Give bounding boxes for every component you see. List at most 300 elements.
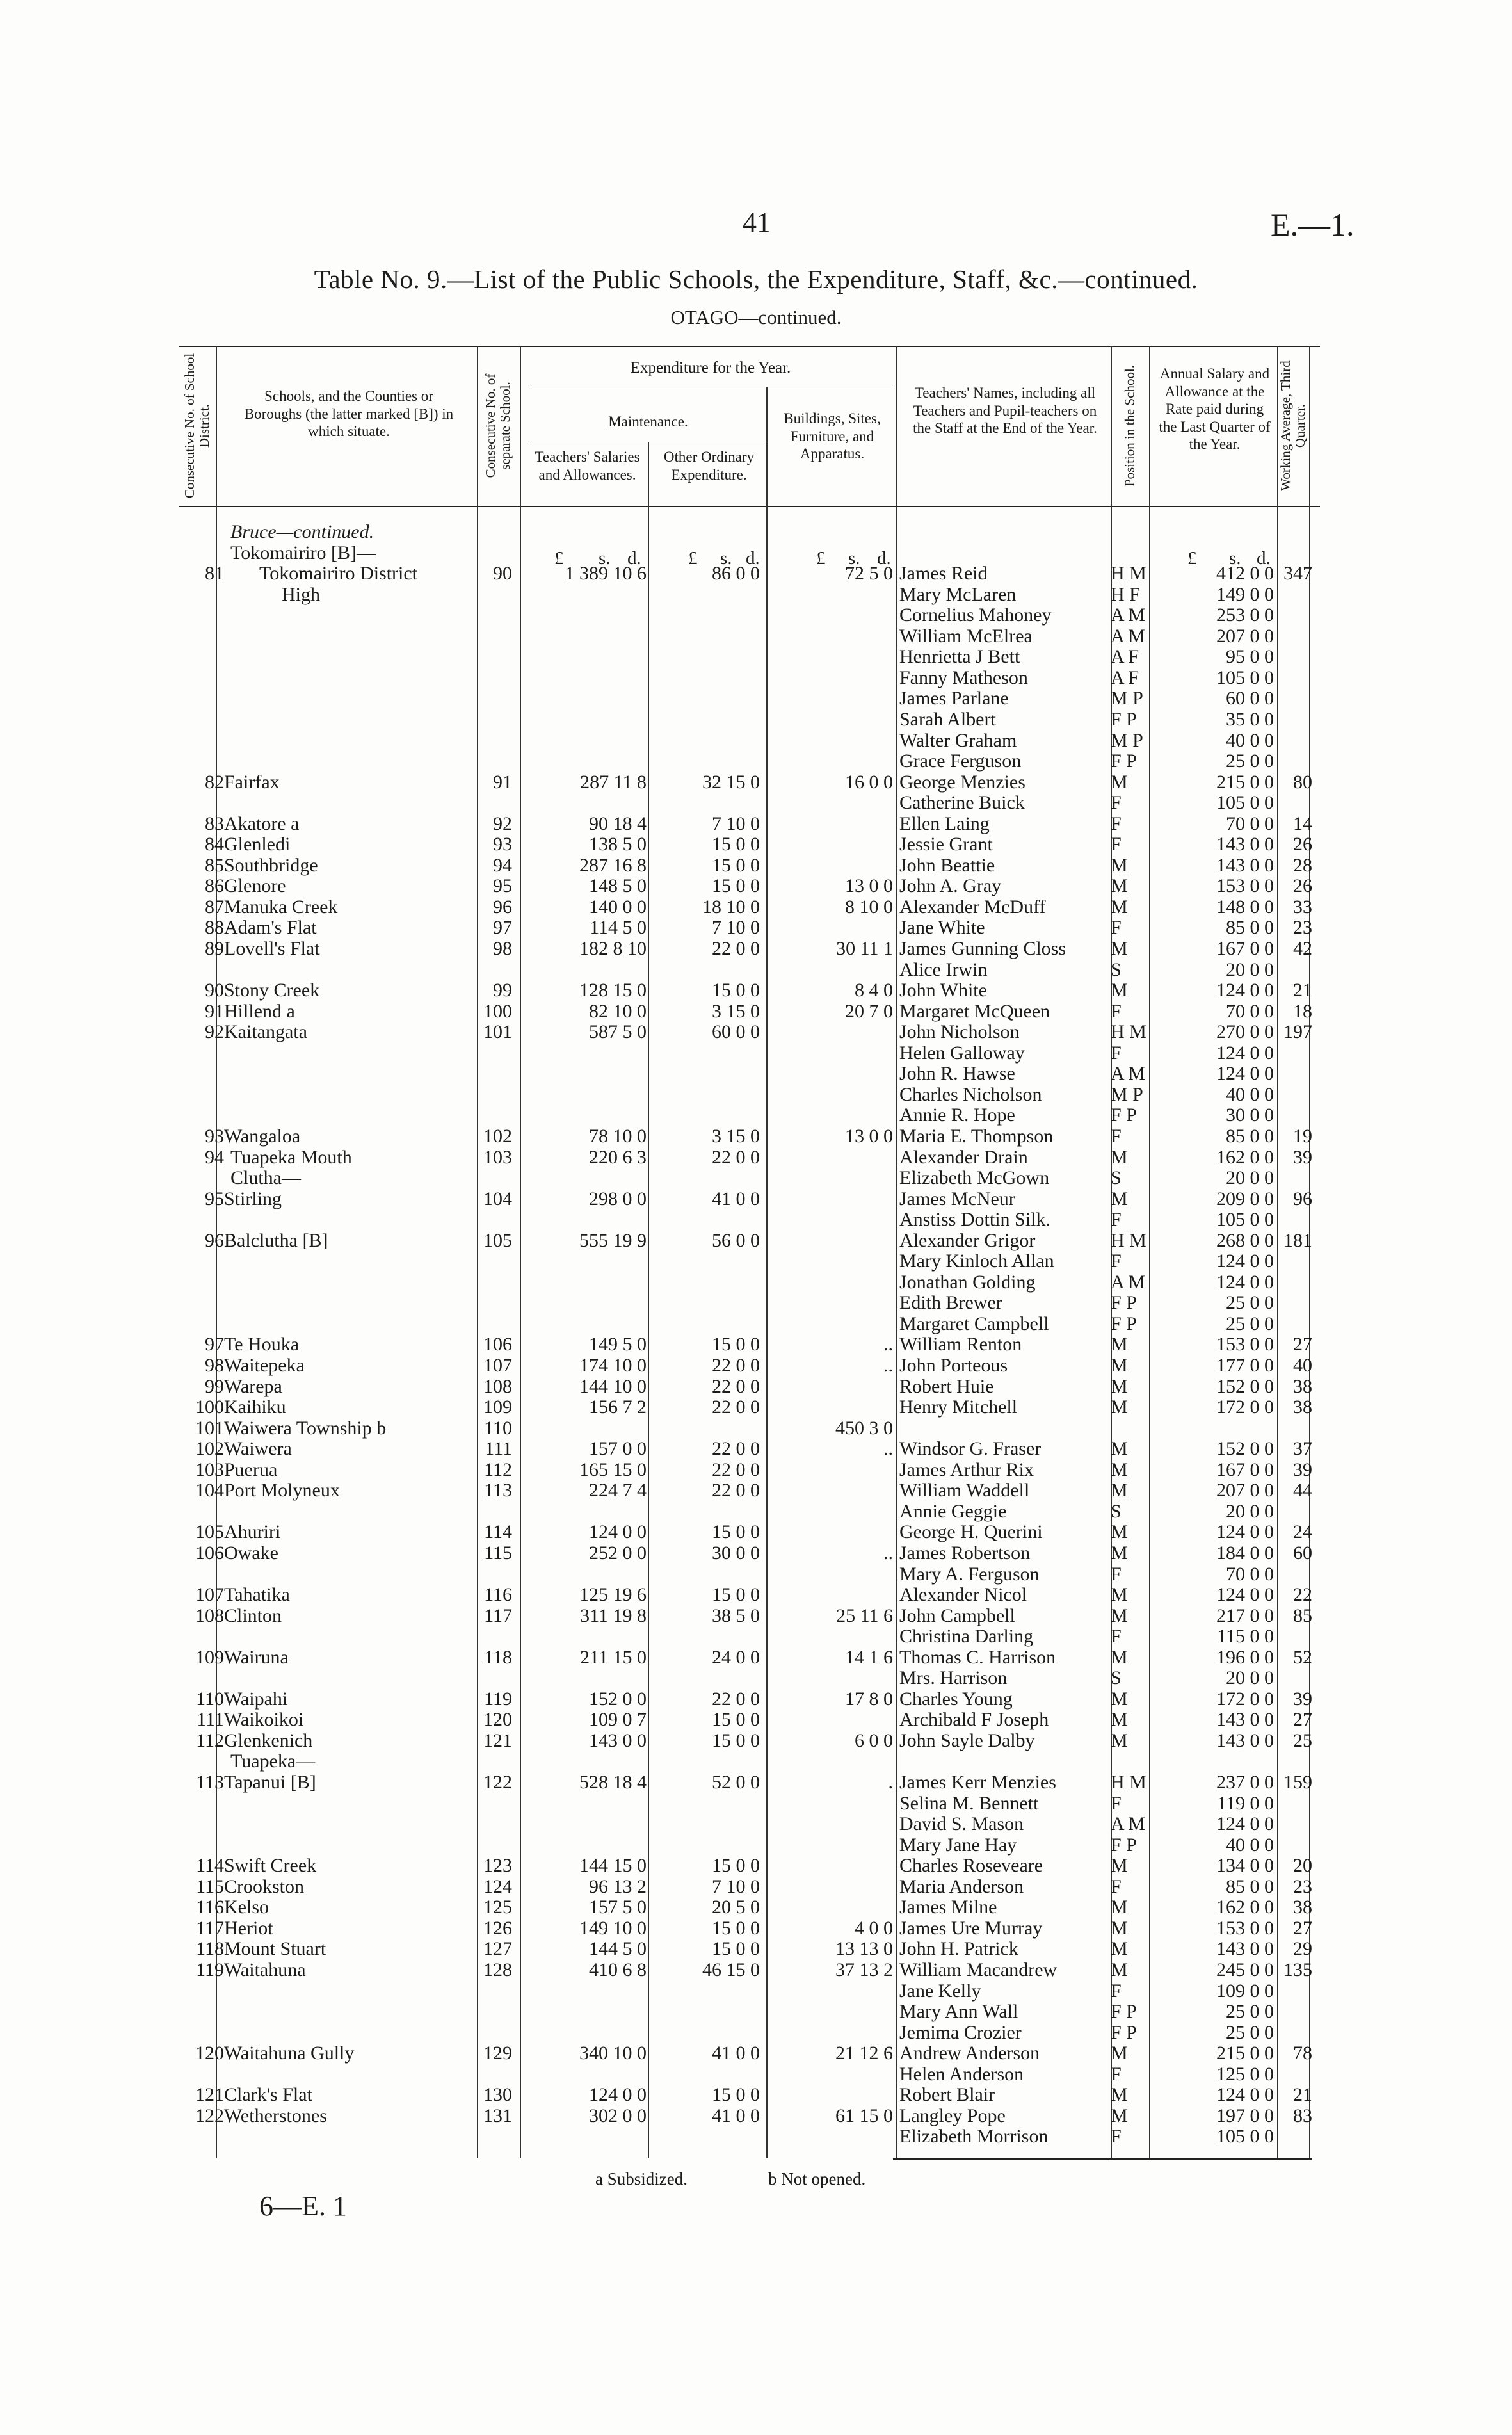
pence-unit: d. [877, 548, 891, 569]
school-number: 115 [484, 1542, 512, 1564]
other-expenditure-value: 15 0 0 [712, 1709, 760, 1731]
table-row [0, 855, 1512, 876]
pound-unit: £ [1187, 548, 1197, 569]
school-number: 99 [493, 980, 512, 1001]
teacher-name: Catherine Buick [899, 792, 1025, 814]
shilling-unit: s. [1229, 548, 1241, 569]
school-name: Waiwera [224, 1438, 292, 1460]
district-number: 89 [205, 938, 224, 959]
other-expenditure-value: 38 5 0 [712, 1605, 760, 1626]
annual-salary-value: 109 0 0 [1216, 1980, 1274, 2002]
working-average-value: 60 [1293, 1542, 1312, 1564]
table-row [0, 1793, 1512, 1814]
buildings-value: 4 0 0 [855, 1917, 893, 1939]
annual-salary-value: 172 0 0 [1216, 1688, 1274, 1710]
annual-salary-value: 25 0 0 [1226, 1292, 1274, 1314]
annual-salary-value: 134 0 0 [1216, 1855, 1274, 1877]
other-expenditure-value: 20 5 0 [712, 1897, 760, 1918]
teacher-position: M [1111, 1855, 1128, 1877]
teacher-name: John H. Patrick [899, 1938, 1018, 1960]
teacher-name: Robert Huie [899, 1375, 994, 1397]
teacher-position: M [1111, 938, 1128, 959]
annual-salary-value: 143 0 0 [1216, 854, 1274, 876]
buildings-value: 20 7 0 [845, 1000, 893, 1022]
annual-salary-value: 20 0 0 [1226, 1667, 1274, 1689]
table-row [0, 2106, 1512, 2126]
annual-salary-value: 125 0 0 [1216, 2063, 1274, 2085]
school-name: Tokomairiro [B]— [230, 542, 376, 563]
annual-salary-value: 209 0 0 [1216, 1188, 1274, 1209]
other-expenditure-value: 18 10 0 [702, 896, 760, 918]
school-number: 101 [483, 1021, 512, 1043]
school-name: Fairfax [224, 771, 280, 793]
buildings-value: 8 10 0 [845, 896, 893, 918]
table-row [0, 1418, 1512, 1439]
district-number: 83 [205, 813, 224, 834]
teacher-position: F [1111, 792, 1122, 814]
teacher-position: M [1111, 771, 1128, 793]
teacher-name: Maria Anderson [899, 1875, 1024, 1897]
annual-salary-value: 143 0 0 [1216, 1729, 1274, 1751]
table-row [0, 1960, 1512, 1980]
buildings-value: 30 11 1 [836, 938, 893, 959]
district-number: 87 [205, 896, 224, 918]
working-average-value: 38 [1293, 1375, 1312, 1397]
teacher-position: F [1111, 1042, 1122, 1064]
table-row [0, 731, 1512, 751]
salaries-value: 157 0 0 [589, 1438, 647, 1460]
other-expenditure-value: 22 0 0 [712, 1459, 760, 1480]
school-number: 116 [484, 1584, 512, 1606]
table-row [0, 939, 1512, 959]
table-row [0, 1668, 1512, 1688]
table-row [0, 751, 1512, 772]
working-average-value: 78 [1293, 2043, 1312, 2064]
other-expenditure-value: 22 0 0 [712, 1355, 760, 1376]
table-row [0, 1209, 1512, 1230]
teacher-name: John A. Gray [899, 875, 1002, 897]
working-average-value: 19 [1293, 1125, 1312, 1147]
salaries-value: 96 13 2 [589, 1875, 647, 1897]
buildings-value: 72 5 0 [845, 563, 893, 585]
salaries-value: 152 0 0 [589, 1688, 647, 1710]
annual-salary-value: 253 0 0 [1216, 604, 1274, 626]
district-number: 120 [195, 2043, 224, 2064]
district-number: 94 [205, 1146, 224, 1168]
table-row [0, 1251, 1512, 1272]
table-row [0, 626, 1512, 647]
table-row [0, 2043, 1512, 2064]
annual-salary-value: 105 0 0 [1216, 2126, 1274, 2148]
annual-salary-value: 105 0 0 [1216, 667, 1274, 688]
teacher-position: A M [1111, 1813, 1146, 1835]
salaries-value: 149 10 0 [579, 1917, 647, 1939]
teacher-position: F [1111, 1875, 1122, 1897]
school-name: Mount Stuart [224, 1938, 326, 1960]
buildings-value: 14 1 6 [845, 1646, 893, 1668]
table-row [0, 709, 1512, 730]
annual-salary-value: 124 0 0 [1216, 1271, 1274, 1293]
teacher-position: M [1111, 1521, 1128, 1543]
teacher-name: Mrs. Harrison [899, 1667, 1008, 1689]
school-name: High [282, 583, 320, 605]
teacher-name: John Beattie [899, 854, 995, 876]
working-average-value: 80 [1293, 771, 1312, 793]
table-row [0, 1981, 1512, 2002]
teacher-name: Anstiss Dottin Silk. [899, 1209, 1050, 1231]
working-average-value: 38 [1293, 1396, 1312, 1418]
teacher-name: William Waddell [899, 1480, 1030, 1501]
school-number: 127 [483, 1938, 512, 1960]
school-name: Bruce—continued. [230, 521, 374, 542]
teacher-name: Elizabeth Morrison [899, 2126, 1049, 2148]
teacher-position: A M [1111, 604, 1146, 626]
salaries-value: 138 5 0 [589, 834, 647, 855]
teacher-position: M [1111, 1605, 1128, 1626]
working-average-value: 26 [1293, 834, 1312, 855]
table-row [0, 2023, 1512, 2043]
school-name: Wangaloa [224, 1125, 301, 1147]
teacher-position: F [1111, 1626, 1122, 1647]
teacher-position: F P [1111, 2001, 1137, 2023]
annual-salary-value: 20 0 0 [1226, 1167, 1274, 1189]
other-expenditure-value: 32 15 0 [702, 771, 760, 793]
school-number: 107 [483, 1355, 512, 1376]
working-average-value: 85 [1293, 1605, 1312, 1626]
other-expenditure-value: 15 0 0 [712, 1584, 760, 1606]
annual-salary-value: 124 0 0 [1216, 1584, 1274, 1606]
table-row [0, 1001, 1512, 1022]
district-number: 82 [205, 771, 224, 793]
annual-salary-value: 95 0 0 [1226, 646, 1274, 668]
salaries-value: 125 19 6 [579, 1584, 647, 1606]
signature-mark: 6—E. 1 [259, 2190, 347, 2222]
school-name: Waiwera Township b [224, 1417, 387, 1439]
school-name: Glenkenich [224, 1729, 313, 1751]
district-number: 88 [205, 917, 224, 939]
table-row [0, 1043, 1512, 1064]
other-expenditure-value: 22 0 0 [712, 1438, 760, 1460]
table-row [0, 1231, 1512, 1251]
school-name: Clinton [224, 1605, 282, 1626]
school-name: Hillend a [224, 1000, 295, 1022]
school-number: 100 [483, 1000, 512, 1022]
buildings-value: 21 12 6 [835, 2043, 893, 2064]
school-name: Heriot [224, 1917, 273, 1939]
teacher-position: M [1111, 2043, 1128, 2064]
school-name: Puerua [224, 1459, 278, 1480]
school-number: 97 [493, 917, 512, 939]
teacher-name: Jane Kelly [899, 1980, 981, 2002]
school-number: 102 [483, 1125, 512, 1147]
salaries-value: 90 18 4 [589, 813, 647, 834]
buildings-value: 25 11 6 [836, 1605, 893, 1626]
school-name: Stony Creek [224, 980, 320, 1001]
buildings-value: .. [883, 1334, 893, 1355]
school-name: Owake [224, 1542, 278, 1564]
pence-unit: d. [1257, 548, 1271, 569]
school-name: Tapanui [B] [224, 1772, 316, 1793]
district-number: 115 [196, 1875, 224, 1897]
teacher-name: John Nicholson [899, 1021, 1020, 1043]
buildings-value: 6 0 0 [855, 1729, 893, 1751]
teacher-position: M P [1111, 729, 1143, 751]
table-row [0, 1022, 1512, 1042]
teacher-name: Elizabeth McGown [899, 1167, 1050, 1189]
school-name: Tuapeka— [230, 1751, 316, 1772]
teacher-name: James Kerr Menzies [899, 1772, 1056, 1793]
teacher-position: M [1111, 1584, 1128, 1606]
page-number: 41 [743, 207, 771, 238]
buildings-value: 16 0 0 [845, 771, 893, 793]
school-number: 122 [483, 1772, 512, 1793]
teacher-position: M P [1111, 688, 1143, 709]
teacher-position: F [1111, 917, 1122, 939]
school-name: Warepa [224, 1375, 282, 1397]
pound-unit: £ [816, 548, 826, 569]
teacher-position: F P [1111, 708, 1137, 730]
annual-salary-value: 162 0 0 [1216, 1146, 1274, 1168]
school-number: 96 [493, 896, 512, 918]
teacher-name: John White [899, 980, 987, 1001]
position-heading: Position in the School. [1122, 364, 1138, 487]
salaries-value: 78 10 0 [589, 1125, 647, 1147]
working-average-value: 42 [1293, 938, 1312, 959]
teacher-position: F P [1111, 1834, 1137, 1856]
teacher-name: Mary Jane Hay [899, 1834, 1017, 1856]
salaries-value: 287 16 8 [579, 854, 647, 876]
working-average-value: 37 [1293, 1438, 1312, 1460]
school-name: Swift Creek [224, 1855, 317, 1877]
salaries-value: 555 19 9 [579, 1229, 647, 1251]
salaries-value: 182 8 10 [579, 938, 647, 959]
school-name: Waitepeka [224, 1355, 305, 1376]
school-number: 98 [493, 938, 512, 959]
teacher-name: Alexander McDuff [899, 896, 1046, 918]
salaries-value: 109 0 7 [589, 1709, 647, 1731]
teacher-position: F [1111, 1000, 1122, 1022]
teacher-name: Selina M. Bennett [899, 1792, 1039, 1814]
teacher-name: James Milne [899, 1897, 997, 1918]
table-row [0, 1689, 1512, 1710]
table-row [0, 1126, 1512, 1147]
teacher-position: M [1111, 1729, 1128, 1751]
teacher-name: Alexander Grigor [899, 1229, 1036, 1251]
teacher-name: David S. Mason [899, 1813, 1024, 1835]
school-number: 110 [484, 1417, 512, 1439]
salaries-value: 340 10 0 [579, 2043, 647, 2064]
working-average-value: 39 [1293, 1459, 1312, 1480]
teacher-name: Andrew Anderson [899, 2043, 1040, 2064]
teacher-name: James Arthur Rix [899, 1459, 1034, 1480]
teacher-name: Cornelius Mahoney [899, 604, 1052, 626]
working-average-value: 40 [1293, 1355, 1312, 1376]
teacher-position: M [1111, 1542, 1128, 1564]
other-expenditure-value: 7 10 0 [712, 813, 760, 834]
teacher-position: H M [1111, 1772, 1146, 1793]
teacher-name: Windsor G. Fraser [899, 1438, 1042, 1460]
table-row [0, 1377, 1512, 1397]
teacher-position: F [1111, 1209, 1122, 1231]
annual-salary-value: 25 0 0 [1226, 2001, 1274, 2023]
table-row [0, 1064, 1512, 1084]
annual-salary-value: 153 0 0 [1216, 875, 1274, 897]
teacher-position: M [1111, 2105, 1128, 2126]
buildings-value: .. [883, 1355, 893, 1376]
school-name: Akatore a [224, 813, 300, 834]
teacher-position: M [1111, 1897, 1128, 1918]
school-number: 131 [483, 2105, 512, 2126]
annual-salary-value: 20 0 0 [1226, 1500, 1274, 1522]
annual-salary-value: 25 0 0 [1226, 1313, 1274, 1334]
teacher-position: F P [1111, 1104, 1137, 1126]
school-number: 130 [483, 2084, 512, 2106]
school-name: Waitahuna Gully [224, 2043, 355, 2064]
table-row [0, 1856, 1512, 1876]
school-number: 109 [483, 1396, 512, 1418]
teacher-name: James Robertson [899, 1542, 1031, 1564]
table-row [0, 1835, 1512, 1856]
buildings-value: 8 4 0 [855, 980, 893, 1001]
teacher-position: F [1111, 2126, 1122, 2148]
annual-salary-value: 148 0 0 [1216, 896, 1274, 918]
district-number: 121 [195, 2084, 224, 2106]
annual-salary-value: 124 0 0 [1216, 1063, 1274, 1085]
teacher-name: Charles Young [899, 1688, 1013, 1710]
annual-salary-value: 270 0 0 [1216, 1021, 1274, 1043]
teacher-name: John Sayle Dalby [899, 1729, 1035, 1751]
table-row [0, 2064, 1512, 2085]
teacher-position: S [1111, 1167, 1122, 1189]
teacher-name: James Reid [899, 563, 988, 585]
teacher-name: Henry Mitchell [899, 1396, 1018, 1418]
table-row [0, 834, 1512, 855]
table-row [0, 1085, 1512, 1105]
annual-salary-value: 207 0 0 [1216, 625, 1274, 647]
teacher-name: Jane White [899, 917, 985, 939]
working-average-value: 44 [1293, 1480, 1312, 1501]
table-row [0, 1189, 1512, 1209]
working-average-value: 38 [1293, 1897, 1312, 1918]
school-number: 124 [483, 1875, 512, 1897]
school-number: 94 [493, 854, 512, 876]
teacher-name: Jemima Crozier [899, 2021, 1022, 2043]
teacher-name: William Renton [899, 1334, 1022, 1355]
teacher-position: H M [1111, 1021, 1146, 1043]
teacher-name: Mary Ann Wall [899, 2001, 1018, 2023]
teacher-name: William McElrea [899, 625, 1033, 647]
annual-salary-value: 196 0 0 [1216, 1646, 1274, 1668]
school-name: Tuapeka Mouth [230, 1146, 352, 1168]
table-row [0, 1147, 1512, 1168]
teacher-position: S [1111, 1667, 1122, 1689]
pound-unit: £ [688, 548, 698, 569]
district-number: 113 [196, 1772, 224, 1793]
annual-salary-value: 143 0 0 [1216, 834, 1274, 855]
teacher-position: M [1111, 1396, 1128, 1418]
teacher-name: John Campbell [899, 1605, 1015, 1626]
teacher-name: Jonathan Golding [899, 1271, 1036, 1293]
table-row [0, 1355, 1512, 1376]
teacher-position: F [1111, 813, 1122, 834]
teacher-position: F [1111, 1980, 1122, 2002]
salaries-value: 252 0 0 [589, 1542, 647, 1564]
annual-salary-value: 124 0 0 [1216, 980, 1274, 1001]
table-row [0, 793, 1512, 813]
annual-salary-value: 124 0 0 [1216, 1250, 1274, 1272]
annual-salary-value: 184 0 0 [1216, 1542, 1274, 1564]
annual-salary-value: 207 0 0 [1216, 1480, 1274, 1501]
table-row [0, 1564, 1512, 1585]
district-number: 118 [196, 1938, 224, 1960]
table-row [0, 1501, 1512, 1522]
salaries-value: 174 10 0 [579, 1355, 647, 1376]
teacher-name: Archibald F Joseph [899, 1709, 1049, 1731]
annual-salary-value: 30 0 0 [1226, 1104, 1274, 1126]
teacher-position: F [1111, 1125, 1122, 1147]
teacher-position: M [1111, 1459, 1128, 1480]
working-average-value: 39 [1293, 1688, 1312, 1710]
teacher-position: A M [1111, 1271, 1146, 1293]
annual-salary-value: 25 0 0 [1226, 750, 1274, 772]
school-name: Stirling [224, 1188, 282, 1209]
salaries-value: 82 10 0 [589, 1000, 647, 1022]
school-number: 113 [484, 1480, 512, 1501]
table-row [0, 1480, 1512, 1501]
other-expenditure-value: 15 0 0 [712, 980, 760, 1001]
annual-salary-value: 152 0 0 [1216, 1438, 1274, 1460]
pence-unit: d. [627, 548, 641, 569]
district-number: 95 [205, 1188, 224, 1209]
working-average-value: 28 [1293, 854, 1312, 876]
salaries-value: 157 5 0 [589, 1897, 647, 1918]
pound-unit: £ [554, 548, 564, 569]
salaries-value: 165 15 0 [579, 1459, 647, 1480]
pence-unit: d. [746, 548, 760, 569]
table-row [0, 1314, 1512, 1334]
teacher-name: Mary McLaren [899, 583, 1017, 605]
salaries-value: 156 7 2 [589, 1396, 647, 1418]
annual-salary-value: 153 0 0 [1216, 1334, 1274, 1355]
buildings-value: .. [883, 1542, 893, 1564]
table-row [0, 1647, 1512, 1668]
other-expenditure-value: 15 0 0 [712, 875, 760, 897]
working-average-value: 29 [1293, 1938, 1312, 1960]
shilling-unit: s. [848, 548, 860, 569]
teacher-name: William Macandrew [899, 1959, 1058, 1980]
district-number: 111 [197, 1709, 224, 1731]
other-expenditure-value: 15 0 0 [712, 1334, 760, 1355]
teacher-position: H M [1111, 563, 1146, 585]
teacher-position: F [1111, 834, 1122, 855]
buildings-value: 37 13 2 [835, 1959, 893, 1980]
working-average-value: 83 [1293, 2105, 1312, 2126]
district-number: 96 [205, 1229, 224, 1251]
district-number: 110 [196, 1688, 224, 1710]
table-row [0, 522, 1512, 542]
school-number: 126 [483, 1917, 512, 1939]
table-row [0, 1397, 1512, 1418]
teacher-name: Thomas C. Harrison [899, 1646, 1056, 1668]
teacher-position: A M [1111, 1063, 1146, 1085]
other-expenditure-value: 15 0 0 [712, 1938, 760, 1960]
teacher-position: M [1111, 854, 1128, 876]
school-number: 92 [493, 813, 512, 834]
annual-salary-value: 268 0 0 [1216, 1229, 1274, 1251]
other-expenditure-value: 7 10 0 [712, 917, 760, 939]
teacher-position: F [1111, 1563, 1122, 1585]
working-average-value: 197 [1283, 1021, 1312, 1043]
